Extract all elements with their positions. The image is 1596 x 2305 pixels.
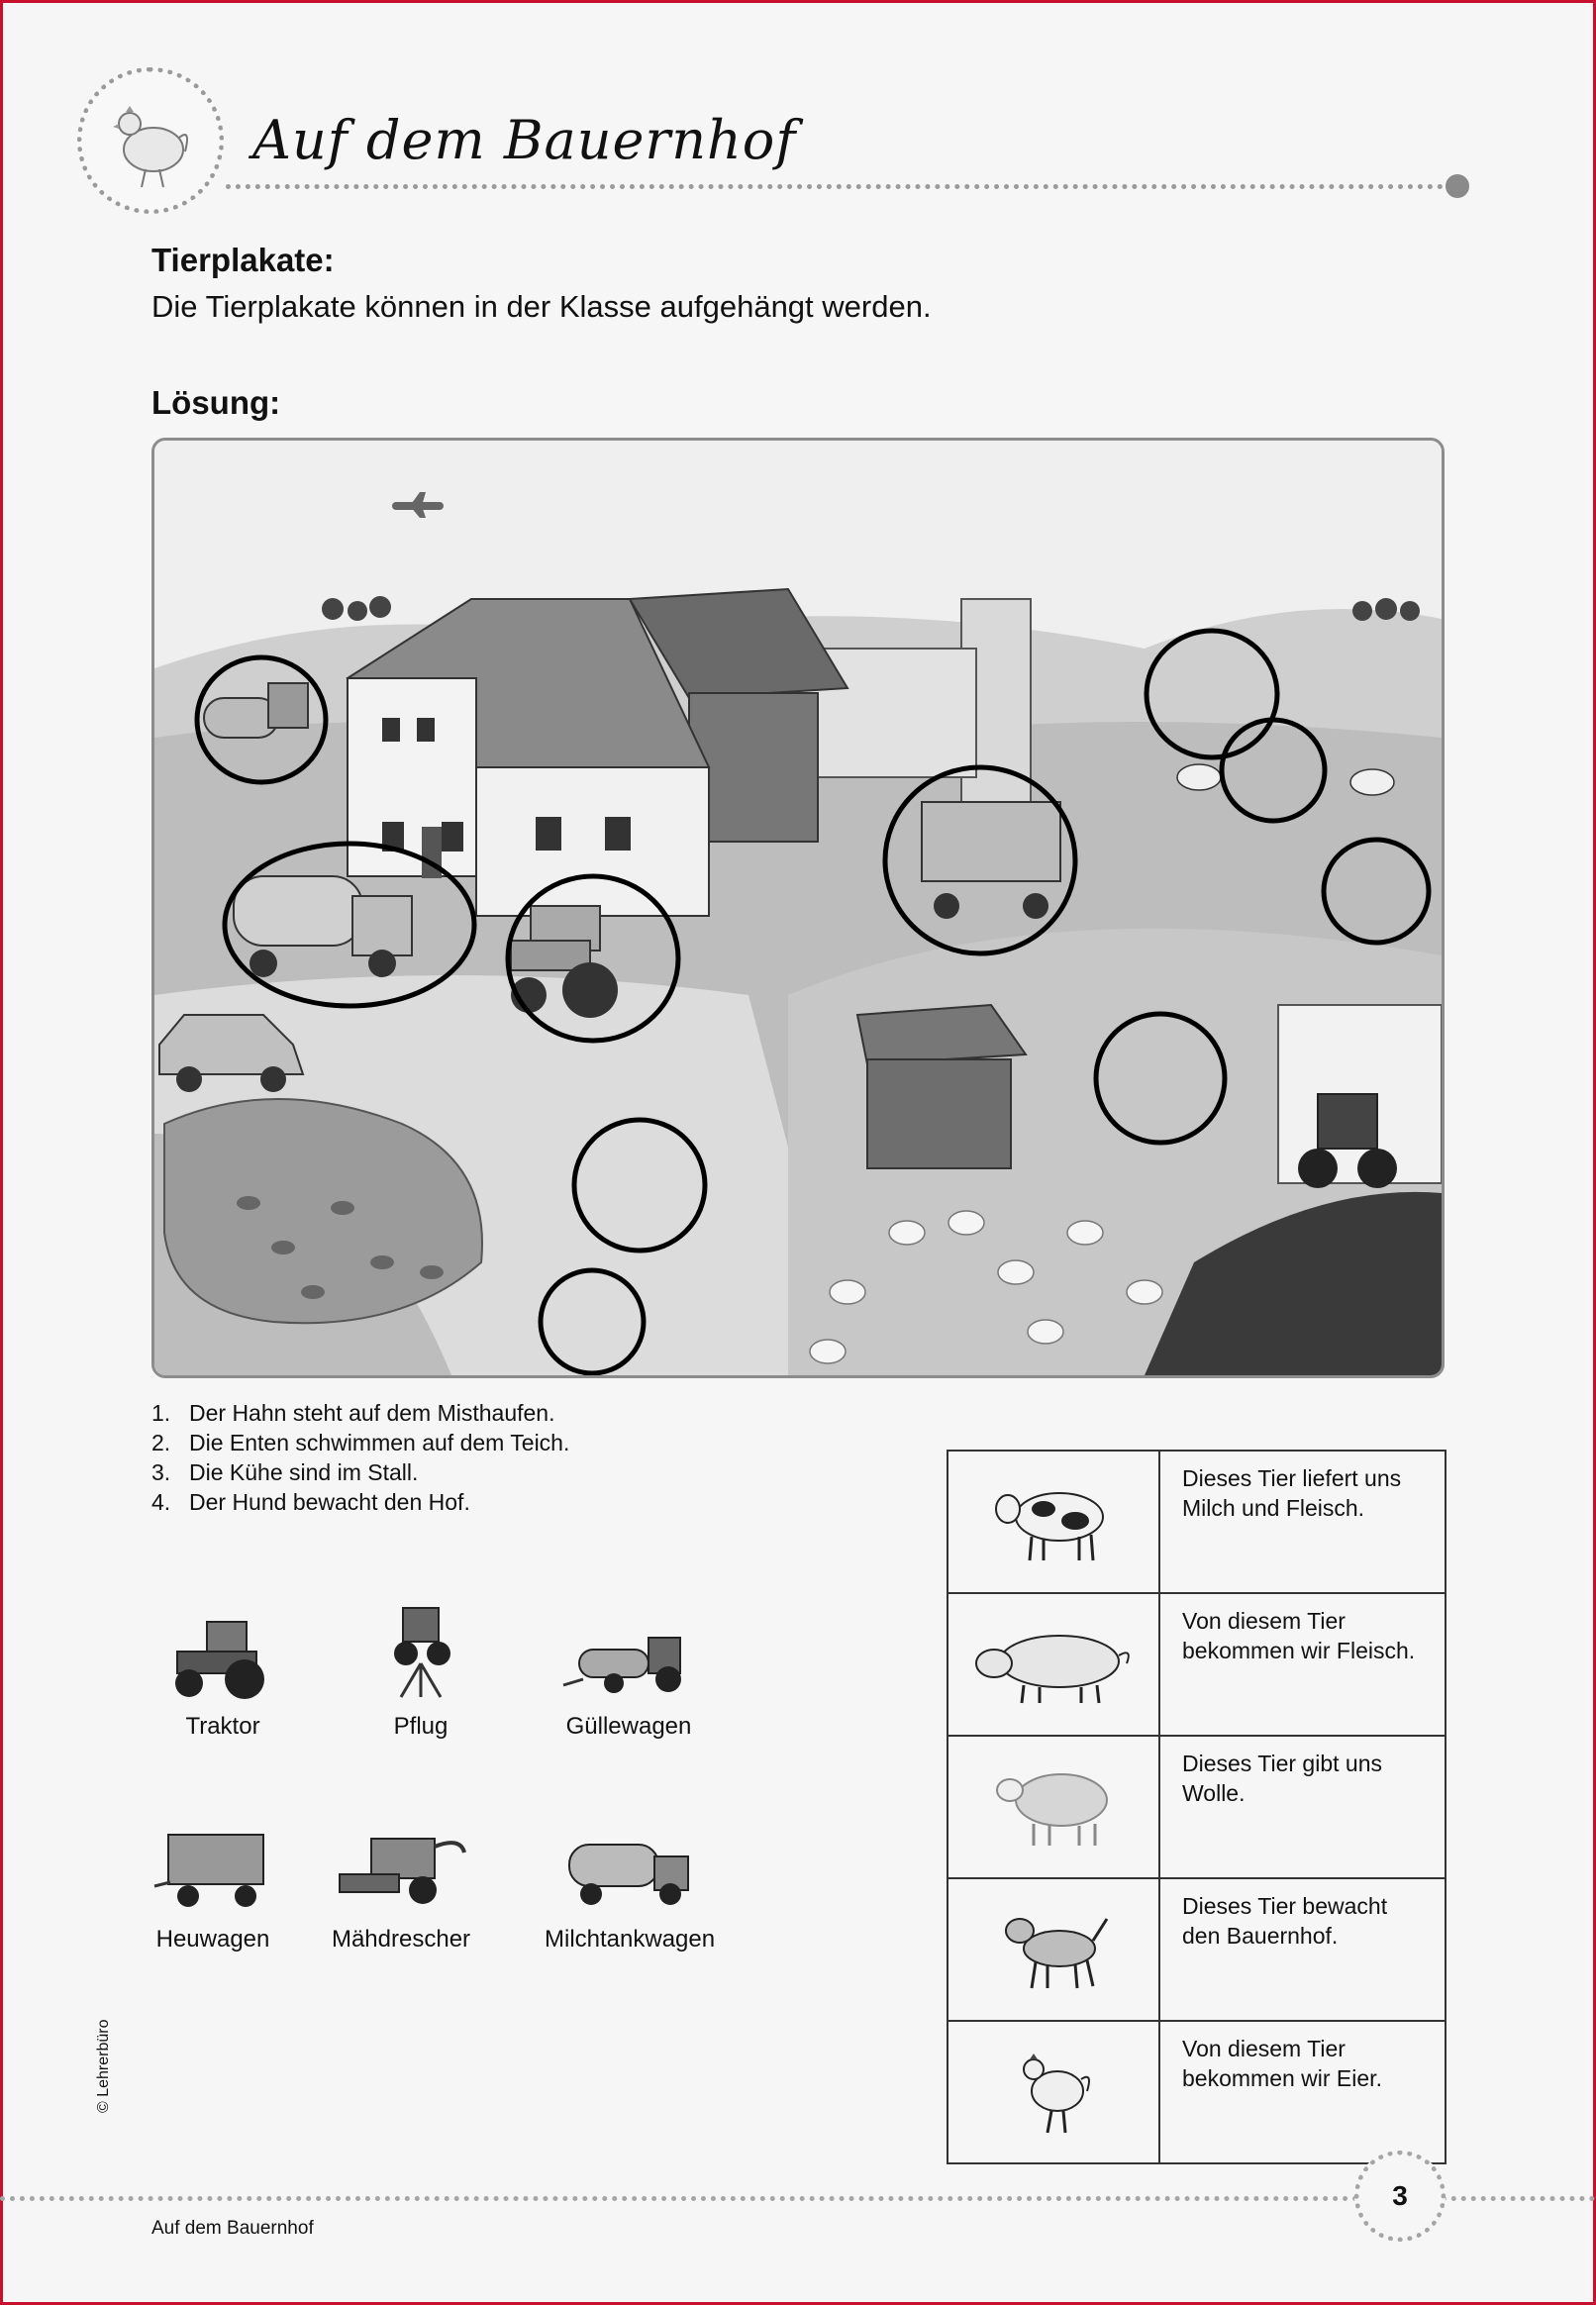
cow-icon [984,1469,1123,1568]
vehicle-heuwagen [129,1817,297,1954]
vehicle-label: Güllewagen [565,1713,692,1740]
farm-scene-illustration [151,438,1445,1378]
vehicle-label: Pflug [393,1713,449,1740]
header-chicken-badge [77,67,224,214]
footer-title: Auf dem Bauernhof [151,2218,314,2239]
vehicle-pflug [337,1604,505,1741]
tierplakate-heading: Tierplakate: [151,242,335,278]
sheep-icon [984,1754,1123,1854]
vehicle-label: Heuwagen [155,1926,270,1953]
animal-description-table [947,1450,1446,2164]
plough-icon [361,1604,480,1703]
loesung-heading: Lösung: [151,384,281,421]
copyright-note: © Lehrerbüro [95,2019,112,2113]
solution-sentences-list [151,1398,569,1517]
vehicle-label: Mähdrescher [331,1926,471,1953]
table-row [948,1593,1446,1736]
animal-description: Von diesem Tier bekommen wir Fleisch. [1159,1593,1446,1736]
vehicle-milchtankwagen [545,1817,716,1954]
combine-harvester-icon [332,1817,470,1916]
list-item: 1. Der Hahn steht auf dem Misthaufen. [151,1400,555,1426]
animal-description: Dieses Tier gibt uns Wolle. [1159,1736,1446,1878]
header-line-end-dot [1446,174,1469,198]
vehicle-label: Traktor [185,1713,260,1740]
dog-icon [984,1897,1123,1996]
animal-description: Dieses Tier liefert uns Milch und Fleisch. [1159,1451,1446,1593]
animal-description: Von diesem Tier bekommen wir Eier. [1159,2021,1446,2163]
vehicle-label: Milchtankwagen [545,1926,716,1953]
pig-icon [964,1612,1143,1711]
page-title: Auf dem Bauernhof [252,109,797,171]
page-number: 3 [1354,2151,1446,2242]
vehicle-gallery [139,1604,752,2000]
list-item: 3. Die Kühe sind im Stall. [151,1459,419,1485]
vehicle-guellewagen [545,1604,713,1741]
table-row [948,2021,1446,2163]
vehicle-traktor [139,1604,307,1741]
vehicle-maehdrescher [317,1817,485,1954]
header-dotted-line [226,184,1453,189]
list-item: 4. Der Hund bewacht den Hof. [151,1489,470,1515]
list-item: 2. Die Enten schwimmen auf dem Teich. [151,1430,570,1455]
chicken-icon [1004,2040,1103,2139]
table-row [948,1736,1446,1878]
slurry-wagon-icon [559,1604,698,1703]
chicken-coop-icon [857,1005,1026,1168]
chicken-icon [82,72,219,209]
tractor-icon [163,1604,282,1703]
hay-wagon-icon [149,1817,277,1916]
table-row [948,1451,1446,1593]
animal-description: Dieses Tier bewacht den Bauernhof. [1159,1878,1446,2021]
tierplakate-text: Die Tierplakate können in der Klasse aufgehängt werden. [151,289,932,324]
table-row [948,1878,1446,2021]
milk-tank-truck-icon [559,1817,698,1916]
